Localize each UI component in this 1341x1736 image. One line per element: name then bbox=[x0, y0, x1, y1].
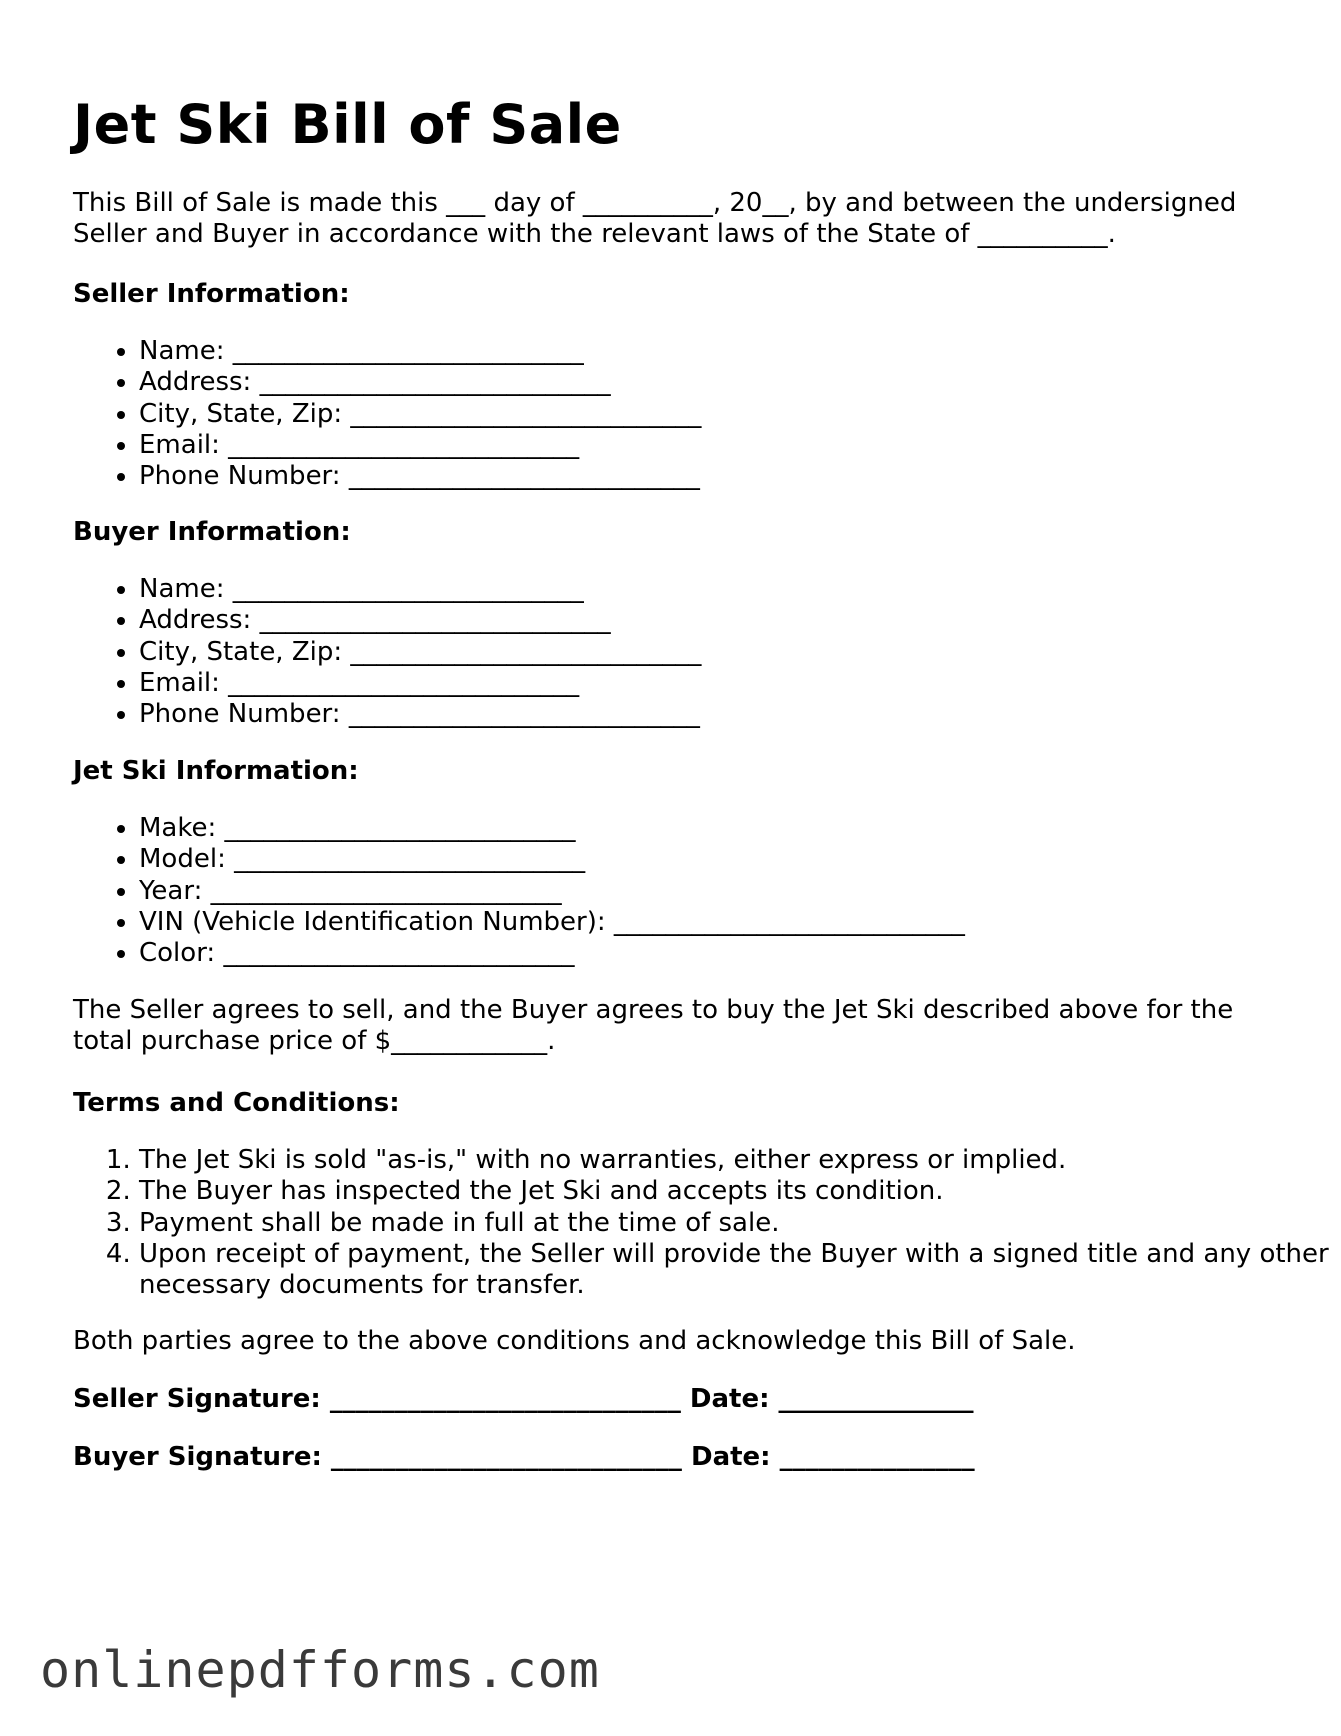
seller-address-field: • Address: ___________________________ bbox=[139, 367, 701, 398]
buyer-name-field: • Name: ___________________________ bbox=[139, 574, 701, 605]
jetski-make-field: • Make: ___________________________ bbox=[139, 813, 965, 844]
site-watermark: onlinepdfforms.com bbox=[40, 1641, 600, 1699]
buyer-address-field: • Address: ___________________________ bbox=[139, 605, 701, 636]
buyer-city-state-zip-field: • City, State, Zip: ___________________________ bbox=[139, 637, 701, 668]
terms-list bbox=[73, 1145, 1329, 1301]
seller-heading: Seller Information: bbox=[73, 279, 350, 309]
term-item: 4. Upon receipt of payment, the Seller will provide the Buyer with a signed title and any other necessary documents for transfer. bbox=[139, 1239, 1329, 1302]
page-title: Jet Ski Bill of Sale bbox=[73, 93, 622, 156]
seller-email-field: • Email: ___________________________ bbox=[139, 430, 701, 461]
buyer-phone-field: • Phone Number: ___________________________ bbox=[139, 699, 701, 730]
buyer-heading: Buyer Information: bbox=[73, 517, 351, 547]
jetski-vin-field: • VIN (Vehicle Identification Number): ___________________________ bbox=[139, 907, 965, 938]
buyer-email-field: • Email: ___________________________ bbox=[139, 668, 701, 699]
jetski-model-field: • Model: ___________________________ bbox=[139, 844, 965, 875]
jetski-fields-list bbox=[73, 813, 965, 969]
intro-paragraph: This Bill of Sale is made this ___ day of __________, 20__, by and between the undersigned Seller and Buyer in accordance with the relevant laws of the State of __________. bbox=[73, 188, 1237, 249]
seller-city-state-zip-field: • City, State, Zip: ___________________________ bbox=[139, 399, 701, 430]
buyer-fields-list bbox=[73, 574, 701, 730]
seller-phone-field: • Phone Number: ___________________________ bbox=[139, 461, 701, 492]
term-item: 2. The Buyer has inspected the Jet Ski and accepts its condition. bbox=[139, 1176, 1329, 1207]
term-item: 1. The Jet Ski is sold "as-is," with no warranties, either express or implied. bbox=[139, 1145, 1329, 1176]
term-item: 3. Payment shall be made in full at the time of sale. bbox=[139, 1208, 1329, 1239]
jetski-color-field: • Color: ___________________________ bbox=[139, 938, 965, 969]
terms-heading: Terms and Conditions: bbox=[73, 1088, 400, 1118]
buyer-signature-line: Buyer Signature: ___________________________ Date: _______________ bbox=[73, 1442, 975, 1472]
seller-signature-line: Seller Signature: ___________________________ Date: _______________ bbox=[73, 1384, 974, 1414]
seller-name-field: • Name: ___________________________ bbox=[139, 336, 701, 367]
jetski-year-field: • Year: ___________________________ bbox=[139, 876, 965, 907]
price-paragraph: The Seller agrees to sell, and the Buyer agrees to buy the Jet Ski described above for the total purchase price of $____________. bbox=[73, 995, 1234, 1056]
jetski-heading: Jet Ski Information: bbox=[73, 756, 359, 786]
acknowledgement-paragraph: Both parties agree to the above conditions and acknowledge this Bill of Sale. bbox=[73, 1326, 1076, 1356]
seller-fields-list bbox=[73, 336, 701, 492]
